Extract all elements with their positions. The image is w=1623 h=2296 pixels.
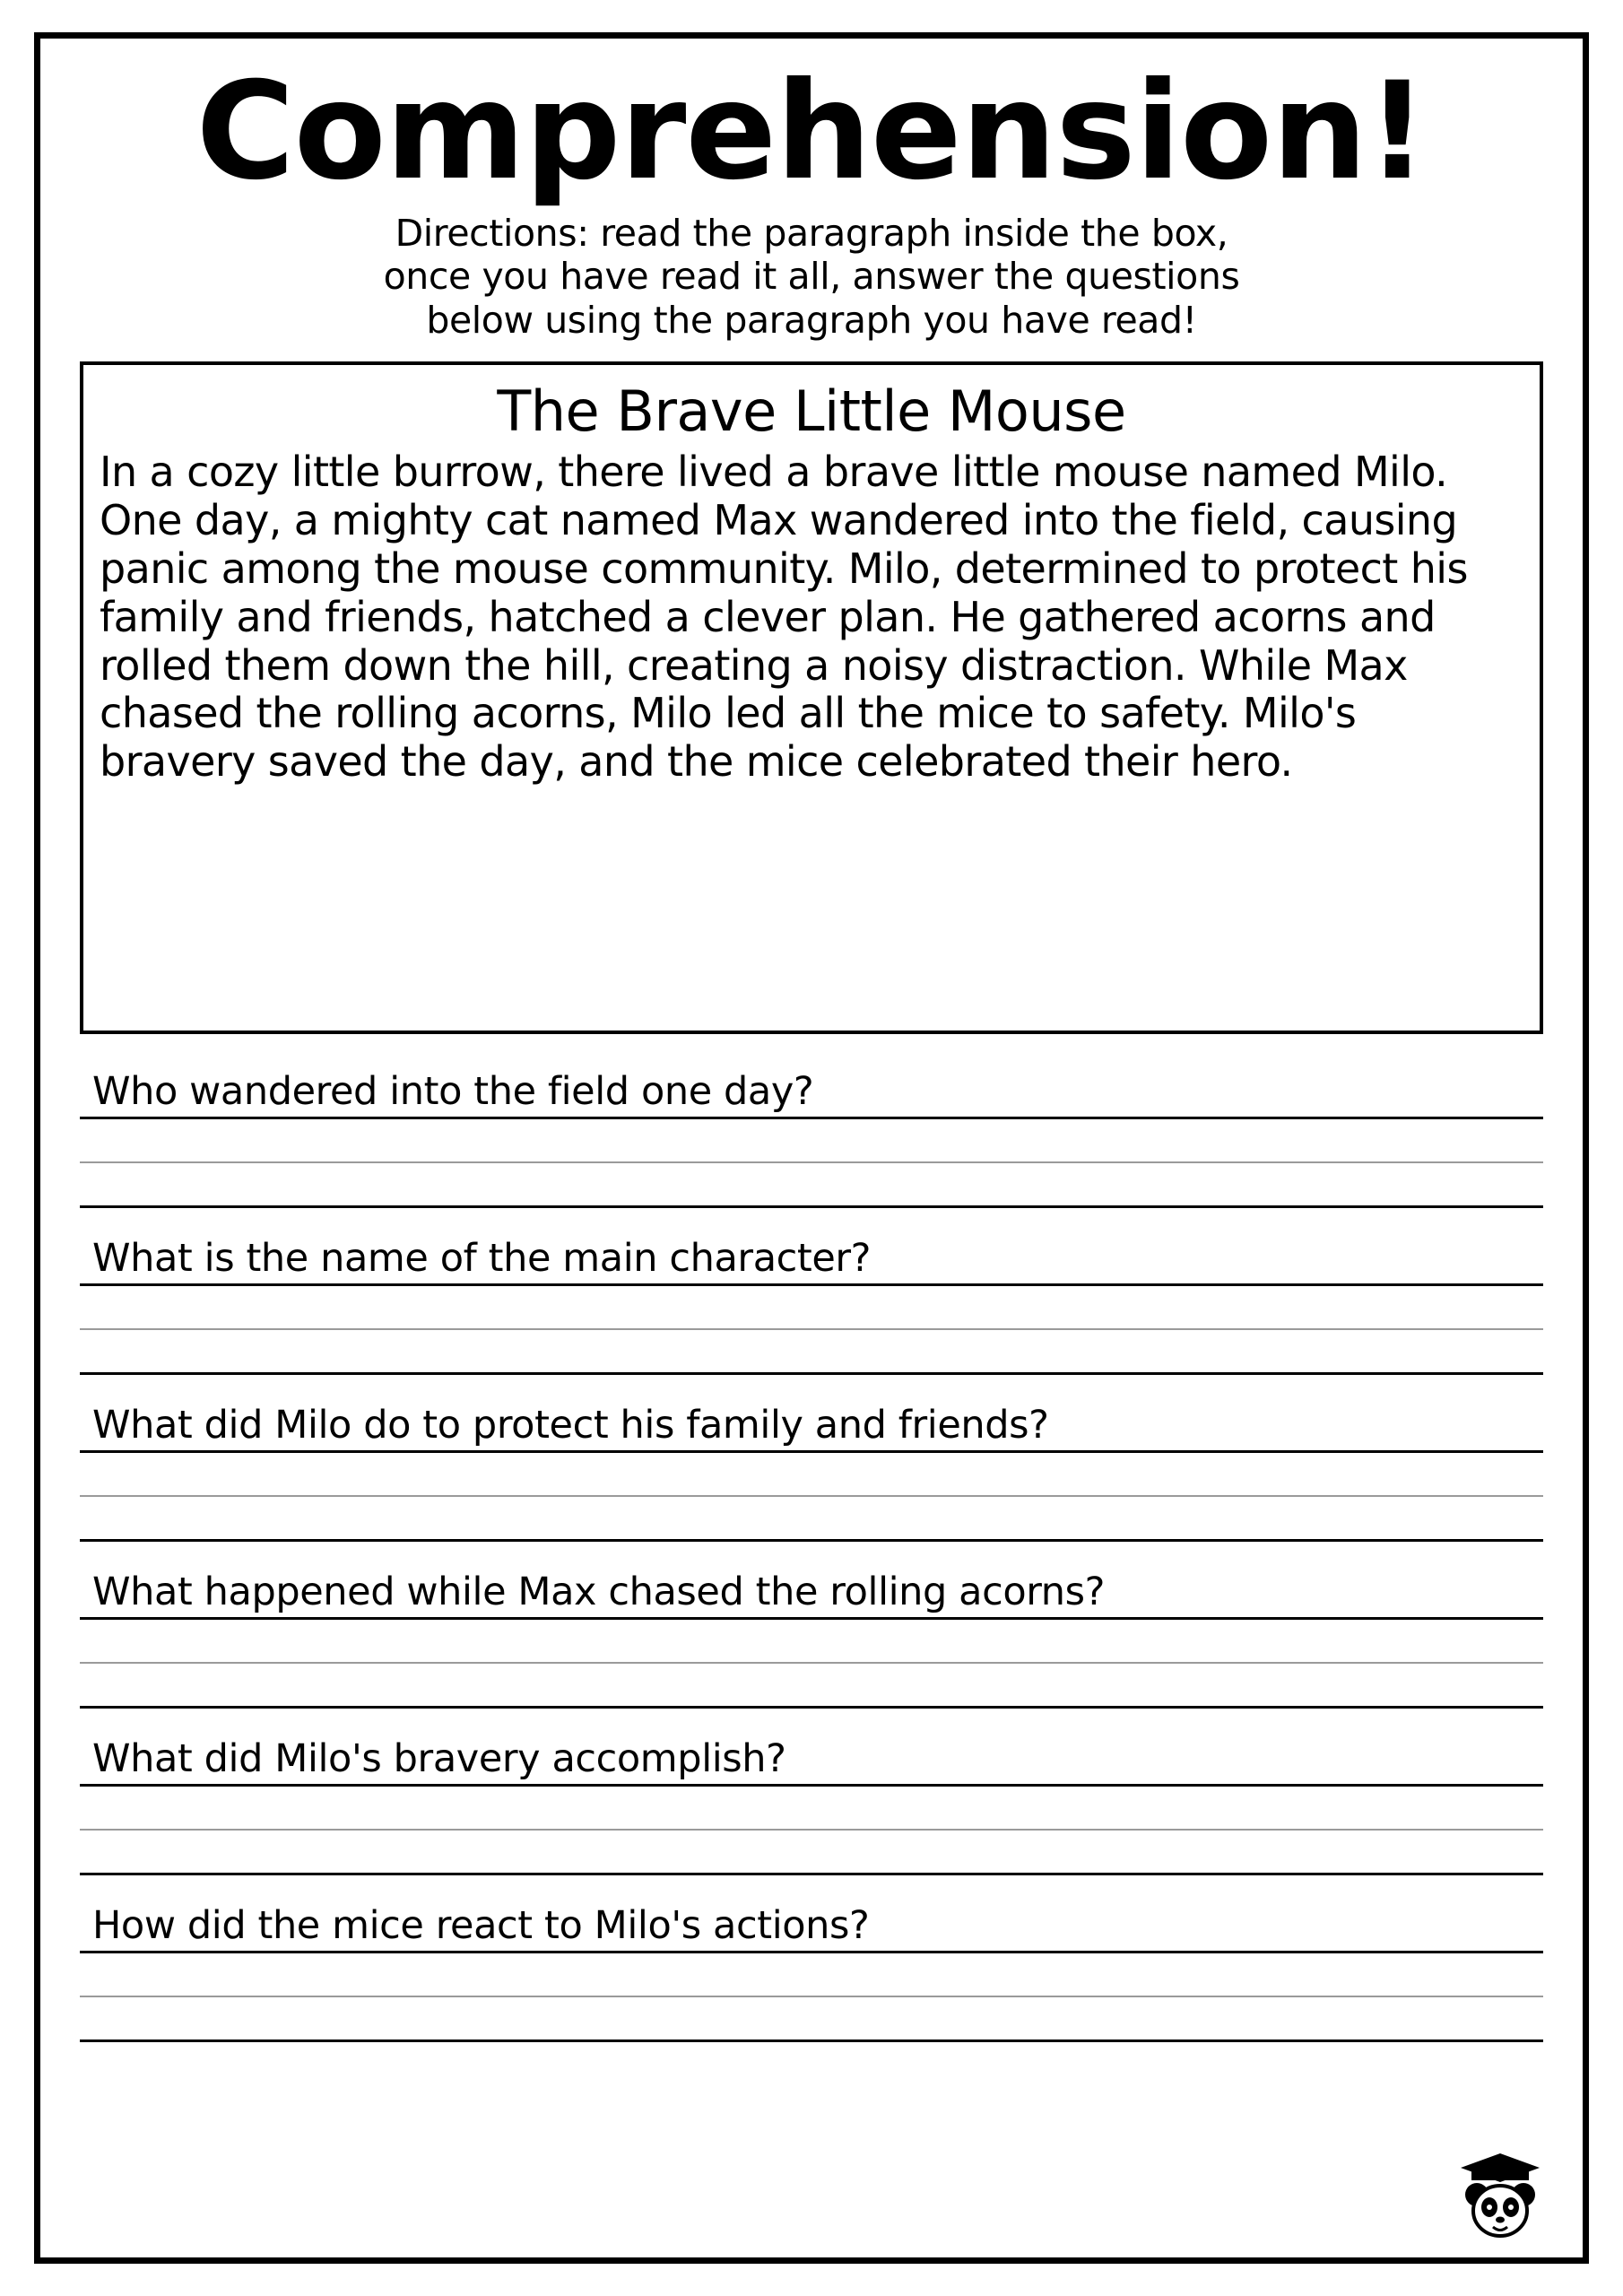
question-line bbox=[80, 1728, 1543, 1787]
panda-graduate-icon bbox=[1457, 2148, 1543, 2241]
question-line bbox=[80, 1895, 1543, 1953]
directions-line-3: below using the paragraph you have read! bbox=[426, 298, 1197, 342]
question-block bbox=[80, 1395, 1543, 1542]
answer-line[interactable] bbox=[80, 1831, 1543, 1875]
directions-line-2: once you have read it all, answer the questions bbox=[383, 255, 1240, 299]
question-line bbox=[80, 1395, 1543, 1453]
answer-line[interactable] bbox=[80, 1787, 1543, 1831]
passage-box bbox=[80, 361, 1543, 1034]
question-line bbox=[80, 1061, 1543, 1119]
directions bbox=[80, 212, 1543, 342]
question-block bbox=[80, 1061, 1543, 1208]
page-title: Comprehension! bbox=[195, 54, 1428, 210]
question-line bbox=[80, 1561, 1543, 1620]
answer-line[interactable] bbox=[80, 1286, 1543, 1330]
question-block bbox=[80, 1895, 1543, 2042]
question-text: What did Milo's bravery accomplish? bbox=[92, 1736, 786, 1782]
answer-line[interactable] bbox=[80, 1119, 1543, 1163]
question-block bbox=[80, 1561, 1543, 1709]
question-text: What is the name of the main character? bbox=[92, 1236, 872, 1282]
answer-line[interactable] bbox=[80, 1330, 1543, 1375]
question-text: What did Milo do to protect his family and friends? bbox=[92, 1403, 1049, 1448]
answer-line[interactable] bbox=[80, 1997, 1543, 2042]
answer-line[interactable] bbox=[80, 1664, 1543, 1709]
question-text: Who wandered into the field one day? bbox=[92, 1069, 814, 1115]
answer-line[interactable] bbox=[80, 1163, 1543, 1208]
worksheet-border bbox=[34, 32, 1589, 2264]
question-text: What happened while Max chased the rolling acorns? bbox=[92, 1570, 1106, 1615]
passage-text: In a cozy little burrow, there lived a brave little mouse named Milo. One day, a mighty cat named Max wandered into the field, causing panic among the mouse community. Milo, determined to protect his family and friends, hatched a clever plan. He gathered acorns and rolled them down the hill, creating a noisy distraction. While Max chased the rolling acorns, Milo led all the mice to safety. Milo's bravery saved the day, and the mice celebrated their hero. bbox=[100, 448, 1468, 787]
answer-line[interactable] bbox=[80, 1953, 1543, 1997]
question-block bbox=[80, 1228, 1543, 1375]
questions-section bbox=[80, 1061, 1543, 2042]
answer-line[interactable] bbox=[80, 1453, 1543, 1497]
answer-line[interactable] bbox=[80, 1620, 1543, 1664]
question-line bbox=[80, 1228, 1543, 1286]
passage-title: The Brave Little Mouse bbox=[497, 378, 1126, 445]
question-text: How did the mice react to Milo's actions? bbox=[92, 1903, 870, 1949]
directions-line-1: Directions: read the paragraph inside the box, bbox=[395, 212, 1228, 255]
question-block bbox=[80, 1728, 1543, 1875]
answer-line[interactable] bbox=[80, 1497, 1543, 1542]
